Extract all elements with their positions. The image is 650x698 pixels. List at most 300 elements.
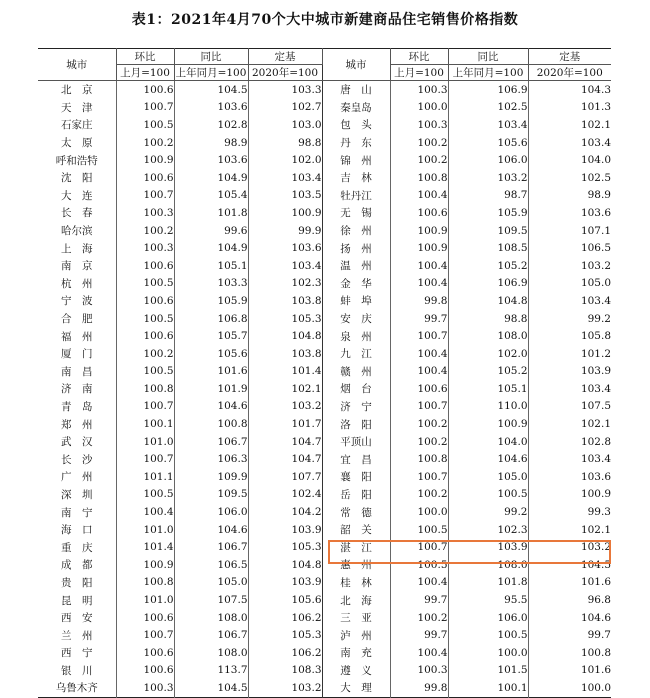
yoy-value-right: 101.8 (448, 574, 528, 592)
mom-value-right: 100.4 (390, 644, 448, 662)
city-name-right: 牡丹江 (322, 187, 390, 205)
base-value-left: 103.8 (248, 345, 322, 363)
base-value-left: 104.8 (248, 556, 322, 574)
yoy-value-right: 102.0 (448, 345, 528, 363)
mom-value-right: 100.2 (390, 415, 448, 433)
mom-value-left: 100.2 (116, 345, 174, 363)
mom-value-left: 100.6 (116, 257, 174, 275)
mom-value-left: 100.5 (116, 116, 174, 134)
base-value-right: 98.9 (528, 187, 611, 205)
yoy-value-right: 105.2 (448, 363, 528, 381)
mom-value-right: 100.3 (390, 116, 448, 134)
base-value-right: 103.4 (528, 292, 611, 310)
base-value-right: 101.3 (528, 99, 611, 117)
yoy-value-right: 106.0 (448, 609, 528, 627)
city-name-left: 银 川 (61, 664, 93, 677)
table-row (38, 310, 611, 328)
base-value-left: 104.2 (248, 503, 322, 521)
city-name-left: 武 汉 (61, 436, 93, 449)
table-title: 表1：2021年4月70个大中城市新建商品住宅销售价格指数 (131, 12, 519, 28)
base-value-left: 107.7 (248, 468, 322, 486)
table-row (38, 450, 611, 468)
yoy-value-right: 98.8 (448, 310, 528, 328)
mom-subheader-left: 上月=100 (116, 65, 174, 81)
city-name-right: 湛 江 (322, 538, 390, 556)
mom-value-left: 100.2 (116, 222, 174, 240)
mom-value-right: 100.9 (390, 222, 448, 240)
mom-value-right: 100.8 (390, 450, 448, 468)
table-row (38, 503, 611, 521)
yoy-value-right: 101.5 (448, 662, 528, 680)
table-row (38, 626, 611, 644)
mom-value-left: 100.3 (116, 239, 174, 257)
city-name-left: 杭 州 (61, 277, 93, 290)
yoy-value-left: 104.5 (174, 679, 248, 697)
table-row (38, 521, 611, 539)
city-name-left: 广 州 (61, 471, 93, 484)
city-name-right: 泸 州 (322, 626, 390, 644)
base-value-right: 102.1 (528, 116, 611, 134)
city-name-right: 烟 台 (322, 380, 390, 398)
city-name-right: 扬 州 (322, 239, 390, 257)
yoy-value-right: 108.0 (448, 327, 528, 345)
mom-value-right: 100.4 (390, 187, 448, 205)
mom-value-left: 100.4 (116, 503, 174, 521)
base-value-right: 101.2 (528, 345, 611, 363)
base-value-right: 103.4 (528, 380, 611, 398)
base-header-left: 定基 (248, 49, 322, 65)
base-value-left: 104.7 (248, 433, 322, 451)
city-name-left: 福 州 (61, 330, 93, 343)
city-name-right: 秦皇岛 (322, 99, 390, 117)
mom-value-left: 100.6 (116, 644, 174, 662)
mom-value-right: 100.2 (390, 134, 448, 152)
base-value-right: 104.6 (528, 609, 611, 627)
city-name-left: 西 宁 (61, 647, 93, 660)
table-row (38, 134, 611, 152)
city-name-right: 洛 阳 (322, 415, 390, 433)
mom-value-left: 101.0 (116, 591, 174, 609)
yoy-value-left: 106.3 (174, 450, 248, 468)
base-value-left: 105.3 (248, 538, 322, 556)
city-name-right: 唐 山 (322, 81, 390, 99)
yoy-value-right: 98.7 (448, 187, 528, 205)
mom-value-right: 100.7 (390, 468, 448, 486)
yoy-value-left: 101.9 (174, 380, 248, 398)
table-body (38, 81, 611, 698)
table-row (38, 433, 611, 451)
base-value-right: 104.0 (528, 151, 611, 169)
base-value-right: 103.2 (528, 538, 611, 556)
base-value-left: 103.8 (248, 292, 322, 310)
base-value-left: 102.3 (248, 275, 322, 293)
mom-value-right: 99.7 (390, 626, 448, 644)
city-name-left: 贵 阳 (61, 576, 93, 589)
mom-value-left: 100.7 (116, 99, 174, 117)
city-name-right: 丹 东 (322, 134, 390, 152)
mom-value-left: 100.5 (116, 310, 174, 328)
city-name-left: 深 圳 (61, 488, 93, 501)
mom-value-right: 100.8 (390, 169, 448, 187)
yoy-value-left: 104.9 (174, 169, 248, 187)
base-subheader-left: 2020年=100 (248, 65, 322, 81)
city-name-right: 岳 阳 (322, 486, 390, 504)
base-header-right: 定基 (528, 49, 611, 65)
base-value-right: 101.6 (528, 662, 611, 680)
yoy-value-right: 108.0 (448, 556, 528, 574)
mom-value-right: 100.2 (390, 151, 448, 169)
base-value-right: 100.0 (528, 679, 611, 697)
yoy-value-left: 102.8 (174, 116, 248, 134)
mom-value-left: 100.7 (116, 450, 174, 468)
mom-value-right: 100.7 (390, 327, 448, 345)
base-value-left: 106.2 (248, 609, 322, 627)
yoy-value-left: 103.6 (174, 99, 248, 117)
mom-value-left: 101.4 (116, 538, 174, 556)
yoy-value-left: 105.0 (174, 574, 248, 592)
table-row (38, 662, 611, 680)
table-row (38, 398, 611, 416)
city-name-right: 安 庆 (322, 310, 390, 328)
yoy-value-left: 99.6 (174, 222, 248, 240)
city-name-right: 襄 阳 (322, 468, 390, 486)
mom-value-left: 100.6 (116, 662, 174, 680)
city-name-right: 徐 州 (322, 222, 390, 240)
city-name-left: 长 春 (61, 207, 93, 220)
yoy-value-right: 104.8 (448, 292, 528, 310)
base-value-right: 103.2 (528, 257, 611, 275)
mom-value-right: 99.8 (390, 292, 448, 310)
mom-value-left: 100.6 (116, 327, 174, 345)
city-name-left: 青 岛 (61, 400, 93, 413)
base-value-left: 103.3 (248, 81, 322, 99)
yoy-value-left: 109.9 (174, 468, 248, 486)
table-row (38, 591, 611, 609)
table-row (38, 363, 611, 381)
city-name-left: 兰 州 (61, 629, 93, 642)
mom-value-right: 100.3 (390, 662, 448, 680)
city-name-right: 北 海 (322, 591, 390, 609)
city-name-left: 济 南 (61, 383, 93, 396)
yoy-value-right: 105.9 (448, 204, 528, 222)
yoy-value-left: 113.7 (174, 662, 248, 680)
yoy-subheader-right: 上年同月=100 (448, 65, 528, 81)
mom-value-left: 100.6 (116, 292, 174, 310)
mom-value-left: 101.0 (116, 521, 174, 539)
mom-value-left: 100.5 (116, 486, 174, 504)
table-row (38, 679, 611, 697)
mom-value-left: 100.2 (116, 134, 174, 152)
city-name-left: 上 海 (61, 242, 93, 255)
base-value-left: 103.0 (248, 116, 322, 134)
city-name-right: 遵 义 (322, 662, 390, 680)
yoy-value-right: 104.0 (448, 433, 528, 451)
mom-value-right: 100.4 (390, 574, 448, 592)
yoy-header-right: 同比 (448, 49, 528, 65)
base-value-left: 105.3 (248, 310, 322, 328)
yoy-value-right: 105.6 (448, 134, 528, 152)
yoy-value-left: 106.5 (174, 556, 248, 574)
mom-value-right: 100.6 (390, 380, 448, 398)
mom-value-right: 100.5 (390, 556, 448, 574)
table-row (38, 169, 611, 187)
mom-value-left: 100.7 (116, 187, 174, 205)
yoy-value-left: 107.5 (174, 591, 248, 609)
yoy-value-left: 104.6 (174, 521, 248, 539)
mom-value-right: 100.4 (390, 345, 448, 363)
yoy-value-left: 106.7 (174, 433, 248, 451)
mom-value-left: 100.8 (116, 574, 174, 592)
mom-value-right: 100.5 (390, 521, 448, 539)
yoy-value-right: 108.5 (448, 239, 528, 257)
city-name-right: 桂 林 (322, 574, 390, 592)
base-value-right: 103.6 (528, 468, 611, 486)
mom-value-left: 100.3 (116, 204, 174, 222)
mom-value-left: 100.6 (116, 169, 174, 187)
table-row (38, 99, 611, 117)
city-name-left: 南 京 (61, 260, 93, 273)
base-value-left: 100.9 (248, 204, 322, 222)
base-value-right: 102.5 (528, 169, 611, 187)
mom-value-left: 100.5 (116, 363, 174, 381)
city-name-left: 成 都 (61, 559, 93, 572)
mom-value-right: 100.0 (390, 503, 448, 521)
mom-value-right: 100.9 (390, 239, 448, 257)
table-row (38, 187, 611, 205)
base-value-left: 103.6 (248, 239, 322, 257)
mom-value-left: 100.5 (116, 275, 174, 293)
mom-value-right: 100.4 (390, 363, 448, 381)
mom-value-left: 100.7 (116, 626, 174, 644)
base-value-left: 106.2 (248, 644, 322, 662)
city-name-left: 宁 波 (61, 295, 93, 308)
base-value-left: 99.9 (248, 222, 322, 240)
mom-value-right: 100.4 (390, 275, 448, 293)
city-name-left: 石家庄 (61, 119, 93, 132)
city-name-left: 重 庆 (61, 541, 93, 554)
yoy-value-right: 105.2 (448, 257, 528, 275)
mom-value-right: 99.7 (390, 591, 448, 609)
base-value-left: 108.3 (248, 662, 322, 680)
city-name-left: 乌鲁木齐 (55, 682, 98, 695)
city-name-right: 金 华 (322, 275, 390, 293)
base-value-left: 103.2 (248, 398, 322, 416)
base-value-left: 103.4 (248, 257, 322, 275)
city-name-right: 南 充 (322, 644, 390, 662)
base-value-left: 102.1 (248, 380, 322, 398)
table-row (38, 345, 611, 363)
yoy-value-left: 105.1 (174, 257, 248, 275)
table-row (38, 380, 611, 398)
mom-value-left: 100.8 (116, 380, 174, 398)
city-name-right: 吉 林 (322, 169, 390, 187)
base-value-right: 103.6 (528, 204, 611, 222)
yoy-value-right: 106.9 (448, 81, 528, 99)
yoy-value-right: 104.6 (448, 450, 528, 468)
city-name-left: 南 昌 (61, 365, 93, 378)
mom-value-right: 100.2 (390, 486, 448, 504)
yoy-value-right: 110.0 (448, 398, 528, 416)
city-name-left: 大 连 (61, 189, 93, 202)
base-value-right: 102.1 (528, 415, 611, 433)
table-row (38, 486, 611, 504)
mom-subheader-right: 上月=100 (390, 65, 448, 81)
yoy-value-right: 95.5 (448, 591, 528, 609)
city-name-left: 北 京 (61, 84, 93, 97)
base-value-right: 99.2 (528, 310, 611, 328)
city-name-left: 天 津 (61, 101, 93, 114)
city-name-left: 长 沙 (61, 453, 93, 466)
mom-value-right: 99.8 (390, 679, 448, 697)
city-name-left: 合 肥 (61, 313, 93, 326)
mom-value-left: 100.9 (116, 151, 174, 169)
yoy-value-left: 108.0 (174, 609, 248, 627)
city-name-left: 海 口 (61, 524, 93, 537)
table-row (38, 609, 611, 627)
yoy-value-left: 101.6 (174, 363, 248, 381)
base-value-right: 105.8 (528, 327, 611, 345)
base-value-right: 102.8 (528, 433, 611, 451)
base-value-left: 101.7 (248, 415, 322, 433)
yoy-value-left: 105.9 (174, 292, 248, 310)
base-value-left: 103.2 (248, 679, 322, 697)
city-name-right: 包 头 (322, 116, 390, 134)
table-row (38, 327, 611, 345)
table-row (38, 257, 611, 275)
mom-value-left: 100.7 (116, 398, 174, 416)
yoy-value-left: 101.8 (174, 204, 248, 222)
city-name-left: 南 宁 (61, 506, 93, 519)
city-name-left: 呼和浩特 (55, 154, 98, 167)
table-row (38, 556, 611, 574)
base-value-right: 103.4 (528, 134, 611, 152)
mom-value-left: 100.3 (116, 679, 174, 697)
mom-value-right: 100.3 (390, 81, 448, 99)
mom-value-right: 99.7 (390, 310, 448, 328)
city-name-left: 沈 阳 (61, 172, 93, 185)
yoy-value-left: 104.9 (174, 239, 248, 257)
mom-value-left: 100.6 (116, 81, 174, 99)
base-value-right: 96.8 (528, 591, 611, 609)
mom-value-right: 100.2 (390, 609, 448, 627)
yoy-value-right: 103.4 (448, 116, 528, 134)
base-value-right: 106.5 (528, 239, 611, 257)
yoy-value-left: 106.7 (174, 538, 248, 556)
base-value-right: 100.9 (528, 486, 611, 504)
mom-value-left: 100.6 (116, 609, 174, 627)
table-row (38, 292, 611, 310)
city-name-left: 昆 明 (61, 594, 93, 607)
yoy-value-left: 105.6 (174, 345, 248, 363)
base-value-left: 101.4 (248, 363, 322, 381)
yoy-value-right: 100.9 (448, 415, 528, 433)
mom-value-right: 100.7 (390, 538, 448, 556)
base-value-right: 104.3 (528, 81, 611, 99)
yoy-value-left: 105.4 (174, 187, 248, 205)
yoy-value-right: 103.9 (448, 538, 528, 556)
city-header-left: 城市 (38, 49, 116, 81)
base-value-left: 103.9 (248, 574, 322, 592)
base-value-left: 104.8 (248, 327, 322, 345)
mom-value-right: 100.6 (390, 204, 448, 222)
yoy-value-right: 106.0 (448, 151, 528, 169)
mom-value-right: 100.2 (390, 433, 448, 451)
yoy-value-right: 105.1 (448, 380, 528, 398)
yoy-value-left: 106.7 (174, 626, 248, 644)
table-row (38, 222, 611, 240)
base-value-right: 103.9 (528, 363, 611, 381)
table-row (38, 574, 611, 592)
city-name-right: 惠 州 (322, 556, 390, 574)
base-value-right: 102.1 (528, 521, 611, 539)
base-value-right: 103.4 (528, 450, 611, 468)
city-name-left: 哈尔滨 (61, 225, 93, 238)
yoy-value-right: 102.3 (448, 521, 528, 539)
city-name-right: 泉 州 (322, 327, 390, 345)
yoy-value-right: 103.2 (448, 169, 528, 187)
yoy-value-right: 99.2 (448, 503, 528, 521)
yoy-value-left: 104.6 (174, 398, 248, 416)
yoy-value-right: 100.5 (448, 486, 528, 504)
base-value-left: 102.0 (248, 151, 322, 169)
city-name-right: 大 理 (322, 679, 390, 697)
mom-value-right: 100.4 (390, 257, 448, 275)
yoy-value-left: 100.8 (174, 415, 248, 433)
city-name-right: 锦 州 (322, 151, 390, 169)
city-name-right: 平顶山 (322, 433, 390, 451)
base-value-left: 105.3 (248, 626, 322, 644)
base-value-left: 98.8 (248, 134, 322, 152)
table-row (38, 151, 611, 169)
mom-value-left: 100.1 (116, 415, 174, 433)
city-name-right: 常 德 (322, 503, 390, 521)
yoy-value-left: 109.5 (174, 486, 248, 504)
base-value-left: 103.4 (248, 169, 322, 187)
base-value-left: 103.9 (248, 521, 322, 539)
table-row (38, 468, 611, 486)
yoy-value-right: 109.5 (448, 222, 528, 240)
yoy-value-left: 103.6 (174, 151, 248, 169)
yoy-value-right: 100.0 (448, 644, 528, 662)
yoy-value-right: 100.1 (448, 679, 528, 697)
yoy-header-left: 同比 (174, 49, 248, 65)
city-name-left: 西 安 (61, 612, 93, 625)
yoy-value-right: 100.5 (448, 626, 528, 644)
city-name-right: 赣 州 (322, 363, 390, 381)
city-name-right: 蚌 埠 (322, 292, 390, 310)
base-value-left: 102.4 (248, 486, 322, 504)
city-name-right: 济 宁 (322, 398, 390, 416)
yoy-value-left: 104.5 (174, 81, 248, 99)
city-name-right: 温 州 (322, 257, 390, 275)
yoy-value-left: 106.8 (174, 310, 248, 328)
base-subheader-right: 2020年=100 (528, 65, 611, 81)
table-row (38, 415, 611, 433)
yoy-value-left: 106.0 (174, 503, 248, 521)
base-value-right: 107.5 (528, 398, 611, 416)
base-value-right: 105.0 (528, 275, 611, 293)
mom-value-left: 101.1 (116, 468, 174, 486)
yoy-value-left: 98.9 (174, 134, 248, 152)
city-name-left: 太 原 (61, 137, 93, 150)
city-name-right: 九 江 (322, 345, 390, 363)
table-row (38, 275, 611, 293)
yoy-value-right: 102.5 (448, 99, 528, 117)
yoy-value-left: 105.7 (174, 327, 248, 345)
table-row (38, 204, 611, 222)
city-name-right: 三 亚 (322, 609, 390, 627)
city-name-right: 宜 昌 (322, 450, 390, 468)
